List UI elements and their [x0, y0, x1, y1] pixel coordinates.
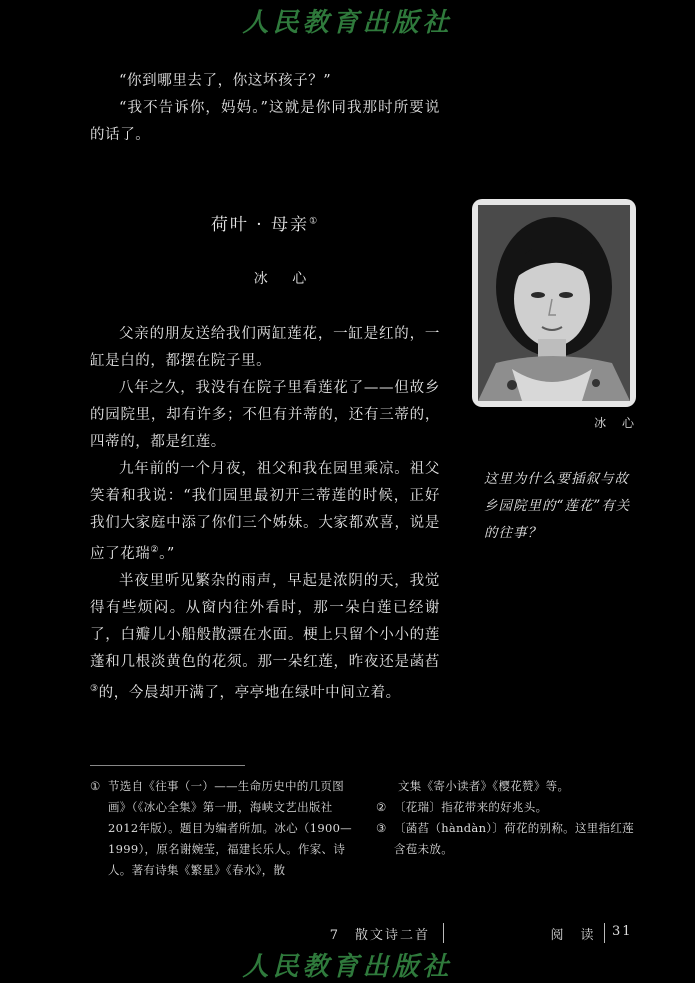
article-title-text: 荷叶 · 母亲 [210, 215, 310, 235]
publisher-footer: 人民教育出版社 [242, 952, 453, 982]
footnote-1 [90, 776, 352, 881]
paragraph-1: 父亲的朋友送给我们两缸莲花，一缸是红的，一缸是白的，都摆在院子里。 [90, 326, 440, 369]
margin-note: 这里为什么要插叙与故乡园院里的“莲花”有关的往事？ [484, 471, 631, 541]
paragraph-3 [90, 456, 440, 568]
footnote-3 [376, 818, 640, 860]
footer-section: 阅 读 [550, 928, 596, 943]
footnote-1-mark: ① [90, 779, 101, 793]
paragraph-2: 八年之久，我没有在院子里看莲花了——但故乡的园院里，却有许多；不但有并蒂的，还有三蒂的，四蒂的，都是红莲。 [90, 380, 440, 450]
footer-unit: 7 散文诗二首 [329, 928, 430, 943]
prior-text-line-1: “你到哪里去了，你这坏孩子？” [119, 73, 332, 89]
paragraph-4-end: 的，今晨却开满了，亭亭地在绿叶中间立着。 [98, 684, 401, 701]
footnote-mark-2: ② [150, 545, 160, 555]
footnotes-right-column [376, 776, 640, 860]
footer-divider-left [443, 923, 444, 943]
footnote-3-mark: ③ [376, 821, 387, 835]
footnote-2-mark: ② [376, 800, 387, 814]
page-number: 31 [612, 924, 633, 939]
footnote-2-text: 〔花瑞〕指花带来的好兆头。 [394, 800, 548, 814]
footnote-mark-3: ③ [90, 683, 99, 694]
footnote-3-text: 〔菡萏（hàndàn）〕荷花的别称。这里指红莲含苞未放。 [394, 821, 634, 856]
portrait-image [472, 199, 636, 407]
prior-text [90, 68, 440, 149]
footnote-1-text: 节选自《往事（一）——生命历史中的几页图画》（《冰心全集》第一册，海峡文艺出版社2012年版）。题目为编者所加。冰心（1900—1999），原名谢婉莹，福建长乐人。作家、诗人。著有诗集《繁星》《春水》，散 [108, 779, 352, 877]
title-footnote-mark: ① [309, 216, 320, 227]
paragraph-3-text: 九年前的一个月夜，祖父和我在园里乘凉。祖父笑着和我说：“我们园里最初开三蒂莲的时候，正好我们大家庭中添了你们三个姊妹。大家都欢喜，说是应了花瑞 [90, 461, 440, 562]
prior-text-line-2: “我不告诉你，妈妈。”这就是你同我那时所要说的话了。 [90, 100, 440, 143]
article-body [90, 321, 440, 707]
paragraph-4 [90, 568, 440, 707]
footnote-1-continued: 文集《寄小读者》《樱花赞》等。 [398, 779, 570, 793]
paragraph-3-end: 。” [159, 545, 175, 562]
footnote-divider [90, 765, 245, 766]
publisher-header: 人民教育出版社 [242, 8, 453, 38]
footnote-2 [376, 797, 640, 818]
footer-divider-right [604, 923, 605, 943]
author-portrait [472, 199, 636, 407]
article-author: 冰 心 [253, 271, 317, 287]
paragraph-4-text: 半夜里听见繁杂的雨声，早起是浓阴的天，我觉得有些烦闷。从窗内往外看时，那一朵白莲已经谢了，白瓣儿小船般散漂在水面。梗上只留个小小的莲蓬和几根淡黄色的花须。那一朵红莲，昨夜还是菡萏 [90, 572, 440, 670]
article-title [90, 210, 440, 235]
portrait-caption: 冰 心 [594, 416, 640, 430]
